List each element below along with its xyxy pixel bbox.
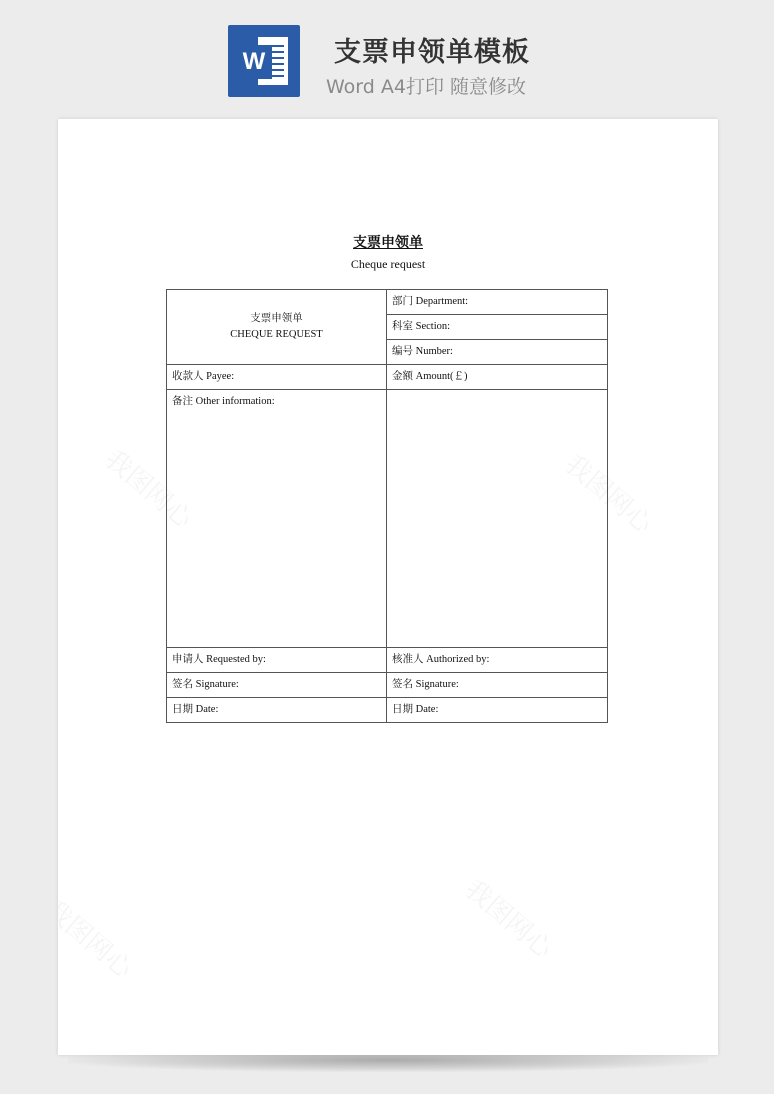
document-subtitle: Cheque request — [350, 257, 426, 271]
requester-signature-field[interactable]: 签名 Signature: — [167, 673, 387, 698]
department-field[interactable]: 部门 Department: — [387, 290, 608, 315]
authorizer-date-field[interactable]: 日期 Date: — [387, 698, 608, 723]
section-field[interactable]: 科室 Section: — [387, 315, 608, 340]
other-information-blank[interactable] — [387, 390, 608, 648]
document-title-text: 支票申领单 — [353, 235, 423, 251]
other-information-field[interactable]: 备注 Other information: — [167, 390, 387, 648]
cheque-request-form — [166, 289, 608, 723]
form-header-cell — [167, 290, 387, 365]
watermark — [458, 870, 561, 965]
word-icon — [228, 25, 300, 97]
watermark — [58, 890, 142, 985]
payee-field[interactable]: 收款人 Payee: — [167, 365, 387, 390]
form-header-cn: 支票申领单 — [250, 313, 303, 324]
form-header-en: CHEQUE REQUEST — [230, 329, 323, 340]
requested-by-field[interactable]: 申请人 Requested by: — [167, 648, 387, 673]
template-header — [0, 0, 774, 110]
authorized-by-field[interactable]: 核准人 Authorized by: — [387, 648, 608, 673]
authorizer-signature-field[interactable]: 签名 Signature: — [387, 673, 608, 698]
requester-date-field[interactable]: 日期 Date: — [167, 698, 387, 723]
document-page — [58, 119, 718, 1055]
template-title: 支票申领单模板 — [334, 37, 530, 68]
template-subtitle: Word A4打印 随意修改 — [326, 76, 527, 98]
word-letter: W — [236, 45, 272, 79]
number-field[interactable]: 编号 Number: — [387, 340, 608, 365]
document-title — [58, 232, 718, 252]
amount-field[interactable]: 金额 Amount(￡) — [387, 365, 608, 390]
